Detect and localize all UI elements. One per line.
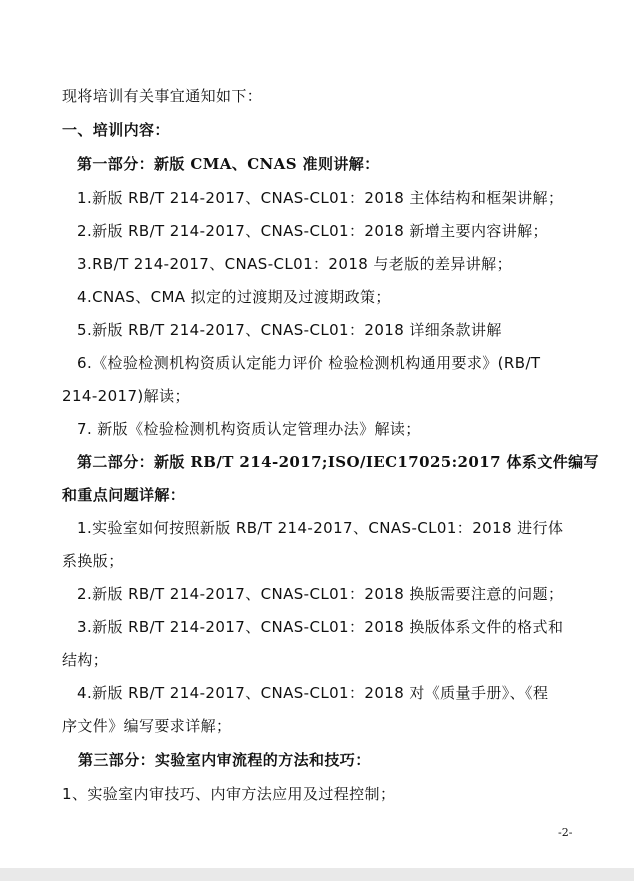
part1-item: 7. 新版《检验检测机构资质认定管理办法》解读； bbox=[77, 420, 421, 438]
section-heading: 一、培训内容： bbox=[62, 121, 170, 139]
part2-heading-line2: 和重点问题详解： bbox=[62, 486, 186, 504]
part2-item: 4.新版 RB/T 214-2017、CNAS-CL01：2018 对《质量手册》、《程 bbox=[77, 684, 549, 702]
part2-item: 1.实验室如何按照新版 RB/T 214-2017、CNAS-CL01：2018 进行体 bbox=[77, 519, 564, 537]
part1-heading: 第一部分：新版 CMA、CNAS 准则讲解： bbox=[77, 155, 380, 173]
part2-heading-line1: 第二部分：新版 RB/T 214-2017;ISO/IEC17025:2017 体系文件编写 bbox=[77, 453, 599, 471]
part2-item: 2.新版 RB/T 214-2017、CNAS-CL01：2018 换版需要注意的问题； bbox=[77, 585, 564, 603]
part2-item-continuation: 序文件》编写要求详解； bbox=[62, 717, 232, 735]
part2-item: 3.新版 RB/T 214-2017、CNAS-CL01：2018 换版体系文件的格式和 bbox=[77, 618, 564, 636]
part1-item-continuation: 214-2017)解读； bbox=[62, 387, 190, 405]
part1-item: 5.新版 RB/T 214-2017、CNAS-CL01：2018 详细条款讲解 bbox=[77, 321, 502, 339]
part1-item: 1.新版 RB/T 214-2017、CNAS-CL01：2018 主体结构和框架讲解； bbox=[77, 189, 564, 207]
part1-item: 6.《检验检测机构资质认定能力评价 检验检测机构通用要求》(RB/T bbox=[77, 354, 541, 372]
part3-heading: 第三部分：实验室内审流程的方法和技巧： bbox=[78, 751, 371, 769]
intro-text: 现将培训有关事宜通知如下： bbox=[62, 87, 263, 105]
page-bottom-gutter bbox=[0, 868, 634, 881]
part3-item: 1、实验室内审技巧、内审方法应用及过程控制； bbox=[62, 785, 396, 803]
part1-item: 3.RB/T 214-2017、CNAS-CL01：2018 与老版的差异讲解； bbox=[77, 255, 512, 273]
page-number: -2- bbox=[558, 826, 573, 839]
part1-item: 2.新版 RB/T 214-2017、CNAS-CL01：2018 新增主要内容讲解； bbox=[77, 222, 548, 240]
part1-item: 4.CNAS、CMA 拟定的过渡期及过渡期政策； bbox=[77, 288, 391, 306]
part2-item-continuation: 结构； bbox=[62, 651, 109, 669]
part2-item-continuation: 系换版； bbox=[62, 552, 124, 570]
